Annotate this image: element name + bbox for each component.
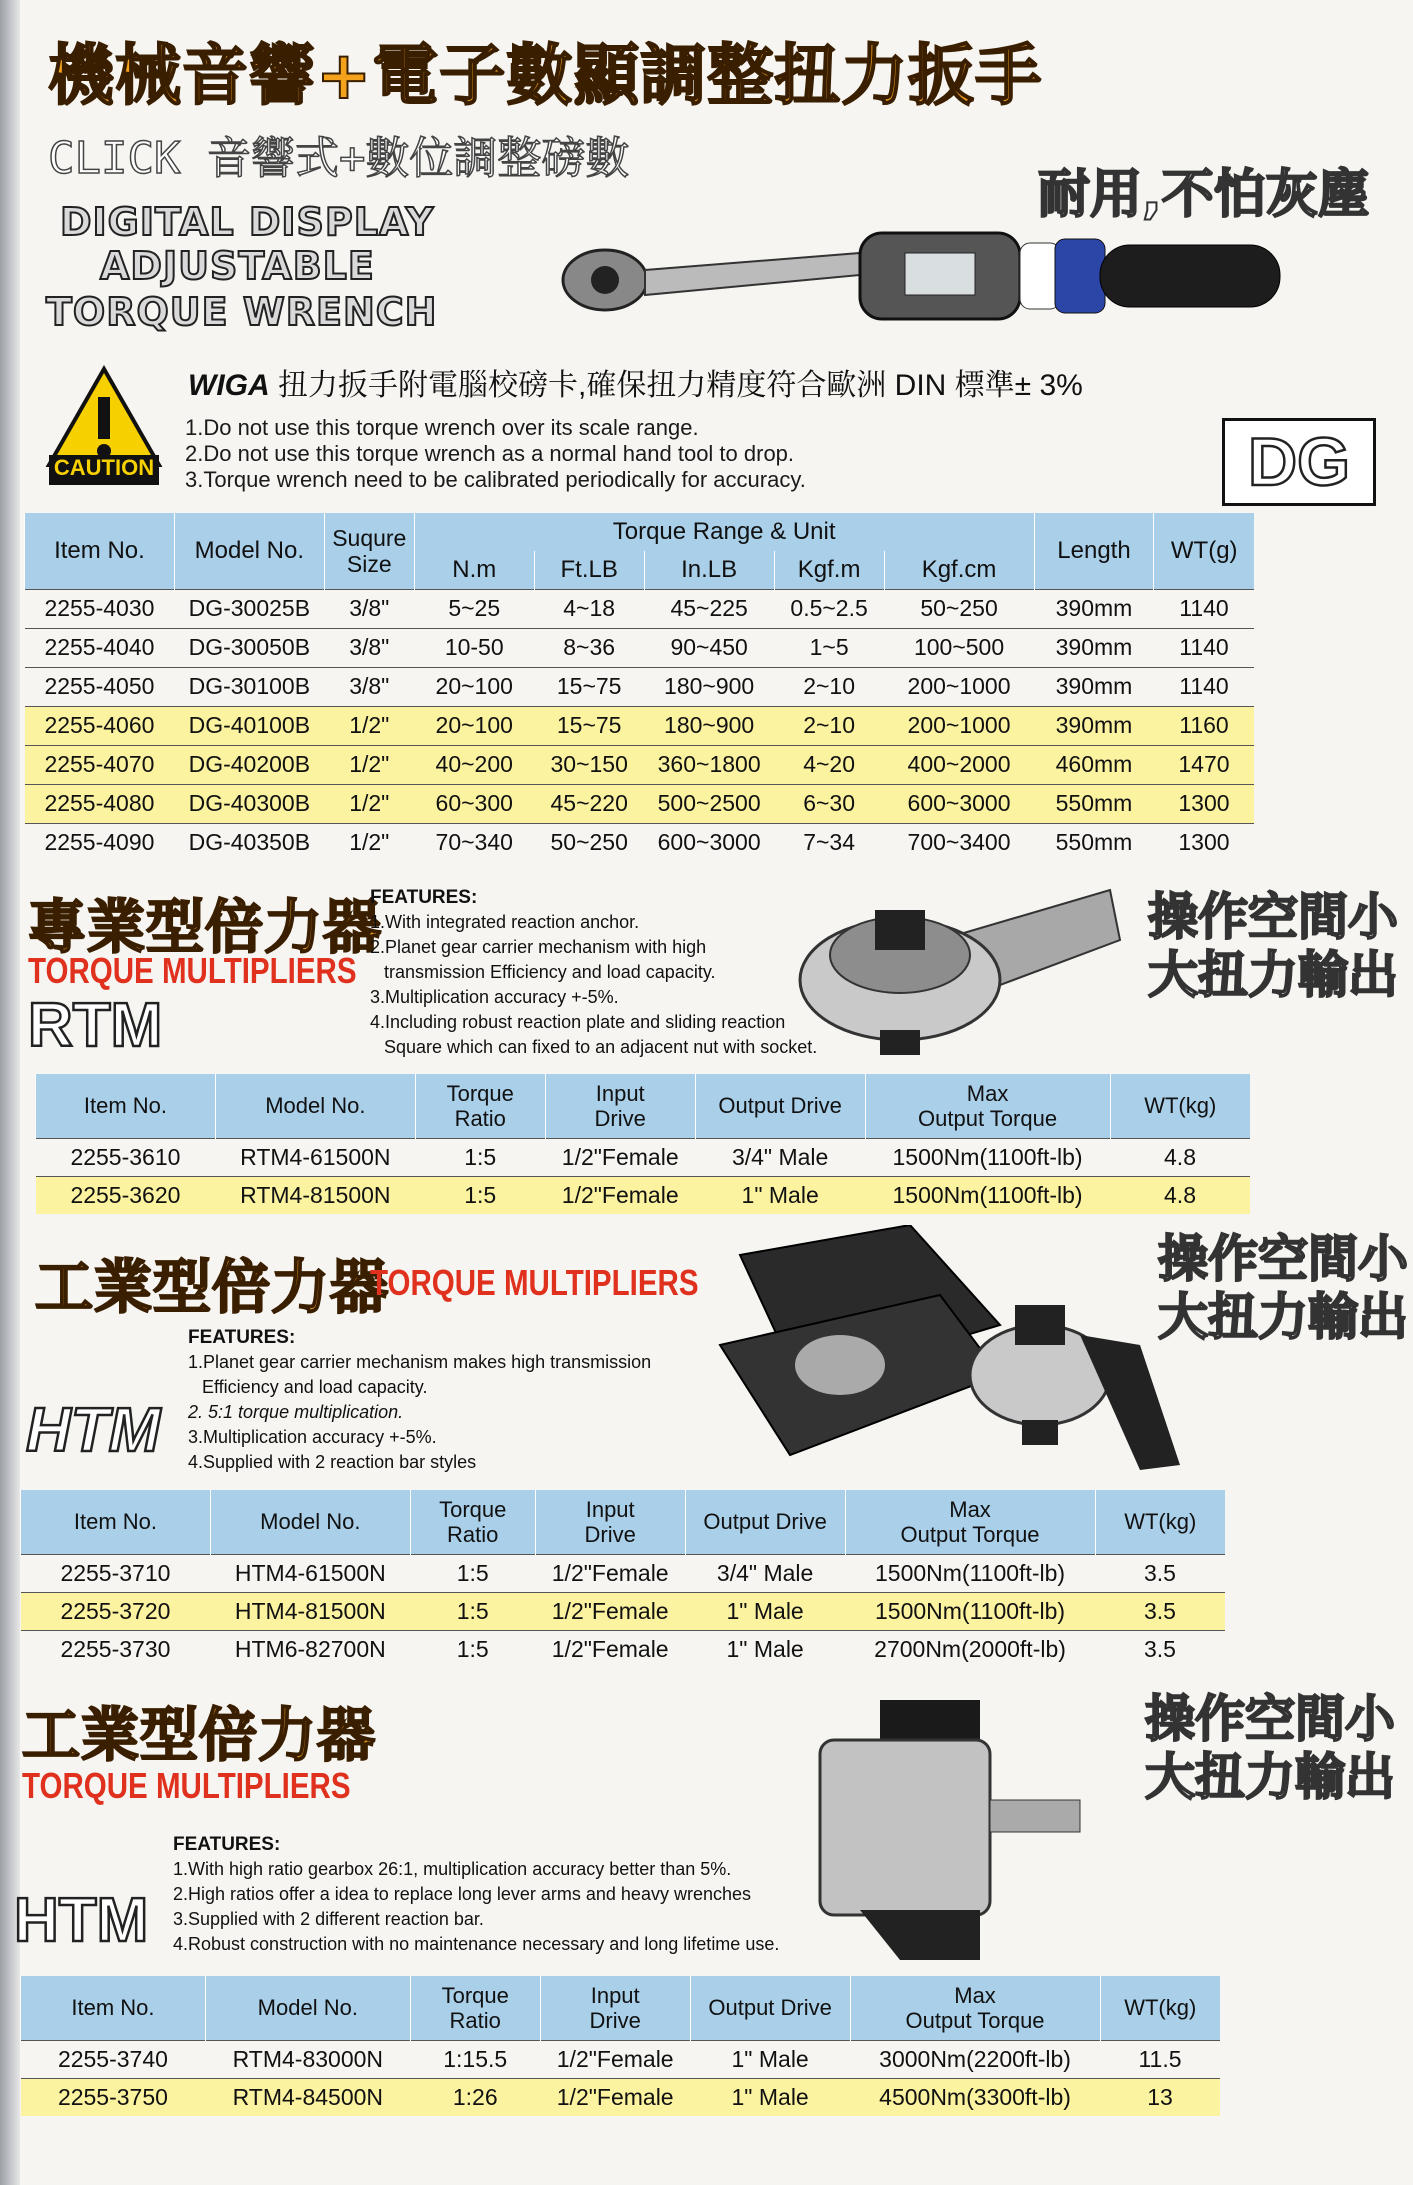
table-cell: 2255-4080 [25, 784, 175, 823]
table-cell: 550mm [1034, 784, 1154, 823]
subtitle-text: CLICK 音響式+數位調整磅數 [48, 133, 630, 184]
table-cell: DG-40200B [174, 745, 324, 784]
col-model-no: Model No. [210, 1490, 410, 1554]
feature-item: 3.Multiplication accuracy +-5%. [370, 987, 619, 1007]
table-cell: 2~10 [774, 706, 884, 745]
table-cell: 600~3000 [884, 784, 1034, 823]
table-cell: 1/2"Female [540, 2078, 690, 2116]
table-cell: 200~1000 [884, 667, 1034, 706]
table-cell: 1:5 [410, 1630, 535, 1668]
table-row [25, 589, 1255, 628]
col-input-l2: Drive [584, 1521, 636, 1547]
col-nm: N.m [414, 551, 534, 589]
feature-item: 3.Supplied with 2 different reaction bar. [173, 1909, 484, 1929]
table-cell: 3.5 [1095, 1630, 1225, 1668]
table-cell: 1500Nm(1100ft-lb) [845, 1592, 1095, 1630]
table-row [36, 1138, 1251, 1176]
htm1-table-body [21, 1554, 1226, 1668]
col-output: Output Drive [695, 1074, 865, 1138]
table-cell: 7~34 [774, 823, 884, 862]
table-cell: 70~340 [414, 823, 534, 862]
table-cell: 1/2" [324, 745, 414, 784]
table-row [25, 667, 1255, 706]
slogan-line2: 大扭力輸出 [1158, 1288, 1408, 1346]
table-cell: 1/2"Female [535, 1554, 685, 1592]
table-cell: 1/2"Female [545, 1138, 695, 1176]
page-title: 機械音響+電子數顯調整扭力扳手 [48, 37, 1043, 114]
calibration-note [188, 360, 1083, 404]
table-cell: 1160 [1154, 706, 1254, 745]
table-cell: 4.8 [1110, 1176, 1250, 1214]
table-cell: 3/4" Male [695, 1138, 865, 1176]
table-cell: 1:15.5 [410, 2040, 540, 2078]
table-cell: 1" Male [695, 1176, 865, 1214]
table-row [25, 745, 1255, 784]
table-cell: 400~2000 [884, 745, 1034, 784]
table-cell: 20~100 [414, 667, 534, 706]
col-kgfm: Kgf.m [774, 551, 884, 589]
col-max-l2: Output Torque [918, 1105, 1058, 1131]
htm2-title-en: TORQUE MULTIPLIERS [22, 1765, 351, 1806]
col-ratio-l2: Ratio [449, 2007, 501, 2033]
rtm-slogan [1148, 888, 1398, 1004]
table-row [36, 1176, 1251, 1214]
table-row [25, 823, 1255, 862]
en-title-line3: TORQUE WRENCH [46, 290, 438, 334]
table-cell: RTM4-83000N [205, 2040, 410, 2078]
table-cell: 100~500 [884, 628, 1034, 667]
table-cell: 11.5 [1100, 2040, 1220, 2078]
table-cell: 3.5 [1095, 1592, 1225, 1630]
slogan-line1: 操作空間小 [1148, 888, 1398, 946]
table-cell: 2255-4040 [25, 628, 175, 667]
htm1-spec-table [20, 1490, 1225, 1668]
table-cell: 2700Nm(2000ft-lb) [845, 1630, 1095, 1668]
table-cell: 700~3400 [884, 823, 1034, 862]
htm1-features [188, 1325, 708, 1475]
htm2-product-image [810, 1690, 1110, 1970]
col-size-l1: Suqure [332, 524, 407, 551]
table-cell: 390mm [1034, 628, 1154, 667]
col-item-no: Item No. [25, 513, 175, 589]
col-input-l2: Drive [594, 1105, 646, 1131]
table-cell: DG-40100B [174, 706, 324, 745]
col-ratio [410, 1490, 535, 1554]
feature-item: 1.With high ratio gearbox 26:1, multiplication accuracy better than 5%. [173, 1859, 732, 1879]
torque-wrench-image [560, 225, 1340, 335]
book-spine-shadow [0, 0, 20, 2185]
feature-item: 3.Multiplication accuracy +-5%. [188, 1427, 437, 1447]
table-cell: 3/8" [324, 589, 414, 628]
table-cell: 1" Male [685, 1630, 845, 1668]
table-cell: 10-50 [414, 628, 534, 667]
table-cell: 2255-3610 [36, 1138, 216, 1176]
col-max [865, 1074, 1110, 1138]
table-row [25, 706, 1255, 745]
col-input-l1: Input [585, 1496, 635, 1522]
table-cell: DG-30050B [174, 628, 324, 667]
col-ratio-l1: Torque [446, 1080, 514, 1106]
table-cell: 2255-4030 [25, 589, 175, 628]
table-cell: 50~250 [534, 823, 644, 862]
caution-item: 1.Do not use this torque wrench over its scale range. [185, 415, 699, 440]
brand-name: WIGA [188, 369, 270, 402]
col-max [845, 1490, 1095, 1554]
feature-item: Square which can fixed to an adjacent nut with socket. [384, 1037, 818, 1057]
table-cell: 6~30 [774, 784, 884, 823]
feature-item: Efficiency and load capacity. [202, 1377, 428, 1397]
table-cell: 2255-3730 [21, 1630, 211, 1668]
feature-item: 4.Supplied with 2 reaction bar styles [188, 1452, 477, 1472]
slogan-line1: 操作空間小 [1145, 1690, 1395, 1748]
col-max [850, 1976, 1100, 2040]
htm2-table-body [21, 2040, 1221, 2116]
col-ratio-l2: Ratio [454, 1105, 506, 1131]
table-cell: 3/8" [324, 667, 414, 706]
table-cell: 3/4" Male [685, 1554, 845, 1592]
col-ratio-l2: Ratio [447, 1521, 499, 1547]
table-cell: 460mm [1034, 745, 1154, 784]
table-cell: RTM4-61500N [215, 1138, 415, 1176]
col-item-no: Item No. [21, 1976, 206, 2040]
slogan-line2: 大扭力輸出 [1145, 1748, 1395, 1806]
table-cell: 1500Nm(1100ft-lb) [865, 1138, 1110, 1176]
col-input-l1: Input [595, 1080, 645, 1106]
features-label: FEATURES: [188, 1327, 296, 1348]
table-cell: 2~10 [774, 667, 884, 706]
col-size-l2: Size [346, 550, 392, 577]
dg-spec-table [24, 513, 1254, 862]
table-cell: HTM4-81500N [210, 1592, 410, 1630]
table-cell: 1" Male [685, 1592, 845, 1630]
htm1-title: 工業型倍力器 [35, 1253, 390, 1321]
caution-list [185, 415, 806, 493]
table-row [21, 1630, 1226, 1668]
feature-item: 4.Robust construction with no maintenance necessary and long lifetime use. [173, 1934, 780, 1954]
table-cell: 1500Nm(1100ft-lb) [845, 1554, 1095, 1592]
table-cell: 90~450 [644, 628, 774, 667]
caution-item: 3.Torque wrench need to be calibrated periodically for accuracy. [185, 467, 806, 492]
table-cell: 2255-4070 [25, 745, 175, 784]
table-cell: 1:5 [415, 1138, 545, 1176]
dg-table-body [25, 589, 1255, 862]
calibration-note-text: 扭力扳手附電腦校磅卡,確保扭力精度符合歐洲 DIN 標準± 3% [278, 369, 1083, 402]
table-cell: 1:26 [410, 2078, 540, 2116]
rtm-title: 專業型倍力器 [28, 893, 383, 961]
table-cell: 1/2"Female [545, 1176, 695, 1214]
en-title-line1: DIGITAL DISPLAY [60, 200, 435, 244]
rtm-title-en: TORQUE MULTIPLIERS [28, 950, 357, 991]
table-cell: 360~1800 [644, 745, 774, 784]
table-cell: 15~75 [534, 706, 644, 745]
table-row [21, 2078, 1221, 2116]
col-length: Length [1034, 513, 1154, 589]
feature-item: transmission Efficiency and load capacity. [384, 962, 716, 982]
table-cell: 15~75 [534, 667, 644, 706]
subtitle [48, 122, 629, 186]
table-cell: 1/2" [324, 823, 414, 862]
table-cell: 1" Male [690, 2078, 850, 2116]
feature-item: 2.Planet gear carrier mechanism with high [370, 937, 707, 957]
col-input [535, 1490, 685, 1554]
table-cell: 1470 [1154, 745, 1254, 784]
col-max-l1: Max [954, 1982, 996, 2008]
col-model-no: Model No. [174, 513, 324, 589]
table-cell: 1300 [1154, 784, 1254, 823]
table-cell: DG-30100B [174, 667, 324, 706]
table-cell: 5~25 [414, 589, 534, 628]
col-ratio [415, 1074, 545, 1138]
dg-code-box [1222, 418, 1376, 506]
table-cell: 2255-3750 [21, 2078, 206, 2116]
htm2-features [173, 1832, 813, 1957]
table-cell: 390mm [1034, 589, 1154, 628]
col-max-l1: Max [966, 1080, 1009, 1106]
table-cell: HTM6-82700N [210, 1630, 410, 1668]
table-row [21, 2040, 1221, 2078]
table-cell: 1500Nm(1100ft-lb) [865, 1176, 1110, 1214]
table-cell: 1140 [1154, 628, 1254, 667]
table-cell: 1300 [1154, 823, 1254, 862]
col-input [545, 1074, 695, 1138]
en-title-line2: ADJUSTABLE [100, 244, 375, 288]
rtm-spec-table [35, 1074, 1250, 1214]
table-cell: 30~150 [534, 745, 644, 784]
col-inlb: In.LB [644, 551, 774, 589]
table-cell: 600~3000 [644, 823, 774, 862]
table-cell: 20~100 [414, 706, 534, 745]
slogan-line2: 大扭力輸出 [1148, 946, 1398, 1004]
dg-code: DG [1248, 424, 1350, 500]
table-cell: 4~20 [774, 745, 884, 784]
col-model-no: Model No. [215, 1074, 415, 1138]
htm2-title: 工業型倍力器 [22, 1701, 377, 1769]
table-cell: 390mm [1034, 667, 1154, 706]
table-cell: 3/8" [324, 628, 414, 667]
table-cell: 2255-3720 [21, 1592, 211, 1630]
col-item-no: Item No. [21, 1490, 211, 1554]
table-cell: 180~900 [644, 667, 774, 706]
table-cell: 390mm [1034, 706, 1154, 745]
rtm-product-image [790, 870, 1130, 1060]
table-cell: 1:5 [410, 1592, 535, 1630]
durable-badge: 耐用,不怕灰塵 [1038, 165, 1370, 225]
col-output: Output Drive [685, 1490, 845, 1554]
htm2-spec-table [20, 1976, 1220, 2116]
htm1-code: HTM [26, 1396, 161, 1465]
table-row [25, 628, 1255, 667]
table-cell: 50~250 [884, 589, 1034, 628]
table-cell: 1" Male [690, 2040, 850, 2078]
table-cell: 45~225 [644, 589, 774, 628]
htm1-product-image [680, 1225, 1220, 1485]
table-cell: 500~2500 [644, 784, 774, 823]
table-cell: 1140 [1154, 667, 1254, 706]
htm1-title-en: TORQUE MULTIPLIERS [370, 1262, 699, 1303]
table-row [21, 1554, 1226, 1592]
table-cell: 8~36 [534, 628, 644, 667]
feature-item: 1.With integrated reaction anchor. [370, 912, 640, 932]
table-cell: 550mm [1034, 823, 1154, 862]
table-cell: DG-40300B [174, 784, 324, 823]
table-cell: 4500Nm(3300ft-lb) [850, 2078, 1100, 2116]
table-cell: 2255-3740 [21, 2040, 206, 2078]
feature-item: 2. 5:1 torque multiplication. [188, 1402, 404, 1422]
table-cell: 180~900 [644, 706, 774, 745]
htm1-slogan [1158, 1230, 1408, 1346]
col-max-l2: Output Torque [900, 1521, 1040, 1547]
table-cell: 200~1000 [884, 706, 1034, 745]
features-label: FEATURES: [173, 1834, 281, 1855]
col-max-l2: Output Torque [905, 2007, 1045, 2033]
col-ratio-l1: Torque [439, 1496, 507, 1522]
feature-item: 1.Planet gear carrier mechanism makes high transmission [188, 1352, 652, 1372]
col-wt: WT(kg) [1110, 1074, 1250, 1138]
table-cell: 1/2" [324, 706, 414, 745]
features-label: FEATURES: [370, 887, 478, 908]
rtm-features [370, 885, 840, 1060]
table-cell: 3000Nm(2200ft-lb) [850, 2040, 1100, 2078]
col-wt: WT(g) [1154, 513, 1254, 589]
table-cell: 2255-4090 [25, 823, 175, 862]
htm2-slogan [1145, 1690, 1395, 1806]
table-cell: 1/2"Female [535, 1592, 685, 1630]
feature-item: 4.Including robust reaction plate and sliding reaction [370, 1012, 786, 1032]
table-cell: 2255-3710 [21, 1554, 211, 1592]
col-output: Output Drive [690, 1976, 850, 2040]
table-cell: DG-40350B [174, 823, 324, 862]
col-model-no: Model No. [205, 1976, 410, 2040]
col-wt: WT(kg) [1095, 1490, 1225, 1554]
slogan-line1: 操作空間小 [1158, 1230, 1408, 1288]
table-row [21, 1592, 1226, 1630]
feature-item: 2.High ratios offer a idea to replace long lever arms and heavy wrenches [173, 1884, 751, 1904]
rtm-code: RTM [28, 991, 163, 1060]
table-cell: RTM4-81500N [215, 1176, 415, 1214]
col-torque-range: Torque Range & Unit [414, 513, 1034, 551]
table-cell: 4.8 [1110, 1138, 1250, 1176]
col-kgfcm: Kgf.cm [884, 551, 1034, 589]
table-cell: HTM4-61500N [210, 1554, 410, 1592]
table-cell: 1~5 [774, 628, 884, 667]
table-cell: 2255-4050 [25, 667, 175, 706]
table-cell: 1140 [1154, 589, 1254, 628]
table-cell: 4~18 [534, 589, 644, 628]
col-input [540, 1976, 690, 2040]
table-cell: 3.5 [1095, 1554, 1225, 1592]
table-cell: 0.5~2.5 [774, 589, 884, 628]
table-cell: 2255-3620 [36, 1176, 216, 1214]
table-cell: 1:5 [415, 1176, 545, 1214]
htm2-code: HTM [14, 1886, 149, 1955]
col-ratio [410, 1976, 540, 2040]
col-item-no: Item No. [36, 1074, 216, 1138]
table-cell: RTM4-84500N [205, 2078, 410, 2116]
table-cell: 1/2"Female [535, 1630, 685, 1668]
table-cell: DG-30025B [174, 589, 324, 628]
table-cell: 40~200 [414, 745, 534, 784]
caution-item: 2.Do not use this torque wrench as a normal hand tool to drop. [185, 441, 795, 466]
rtm-table-body [36, 1138, 1251, 1214]
col-input-l2: Drive [589, 2007, 641, 2033]
table-cell: 2255-4060 [25, 706, 175, 745]
table-cell: 60~300 [414, 784, 534, 823]
table-cell: 13 [1100, 2078, 1220, 2116]
col-input-l1: Input [590, 1982, 640, 2008]
table-cell: 1:5 [410, 1554, 535, 1592]
table-row [25, 784, 1255, 823]
caution-label: CAUTION [53, 455, 155, 480]
table-cell: 1/2"Female [540, 2040, 690, 2078]
col-ftlb: Ft.LB [534, 551, 644, 589]
table-cell: 1/2" [324, 784, 414, 823]
col-max-l1: Max [949, 1496, 991, 1522]
table-cell: 45~220 [534, 784, 644, 823]
col-size [324, 513, 414, 589]
col-ratio-l1: Torque [441, 1982, 509, 2008]
col-wt: WT(kg) [1100, 1976, 1220, 2040]
